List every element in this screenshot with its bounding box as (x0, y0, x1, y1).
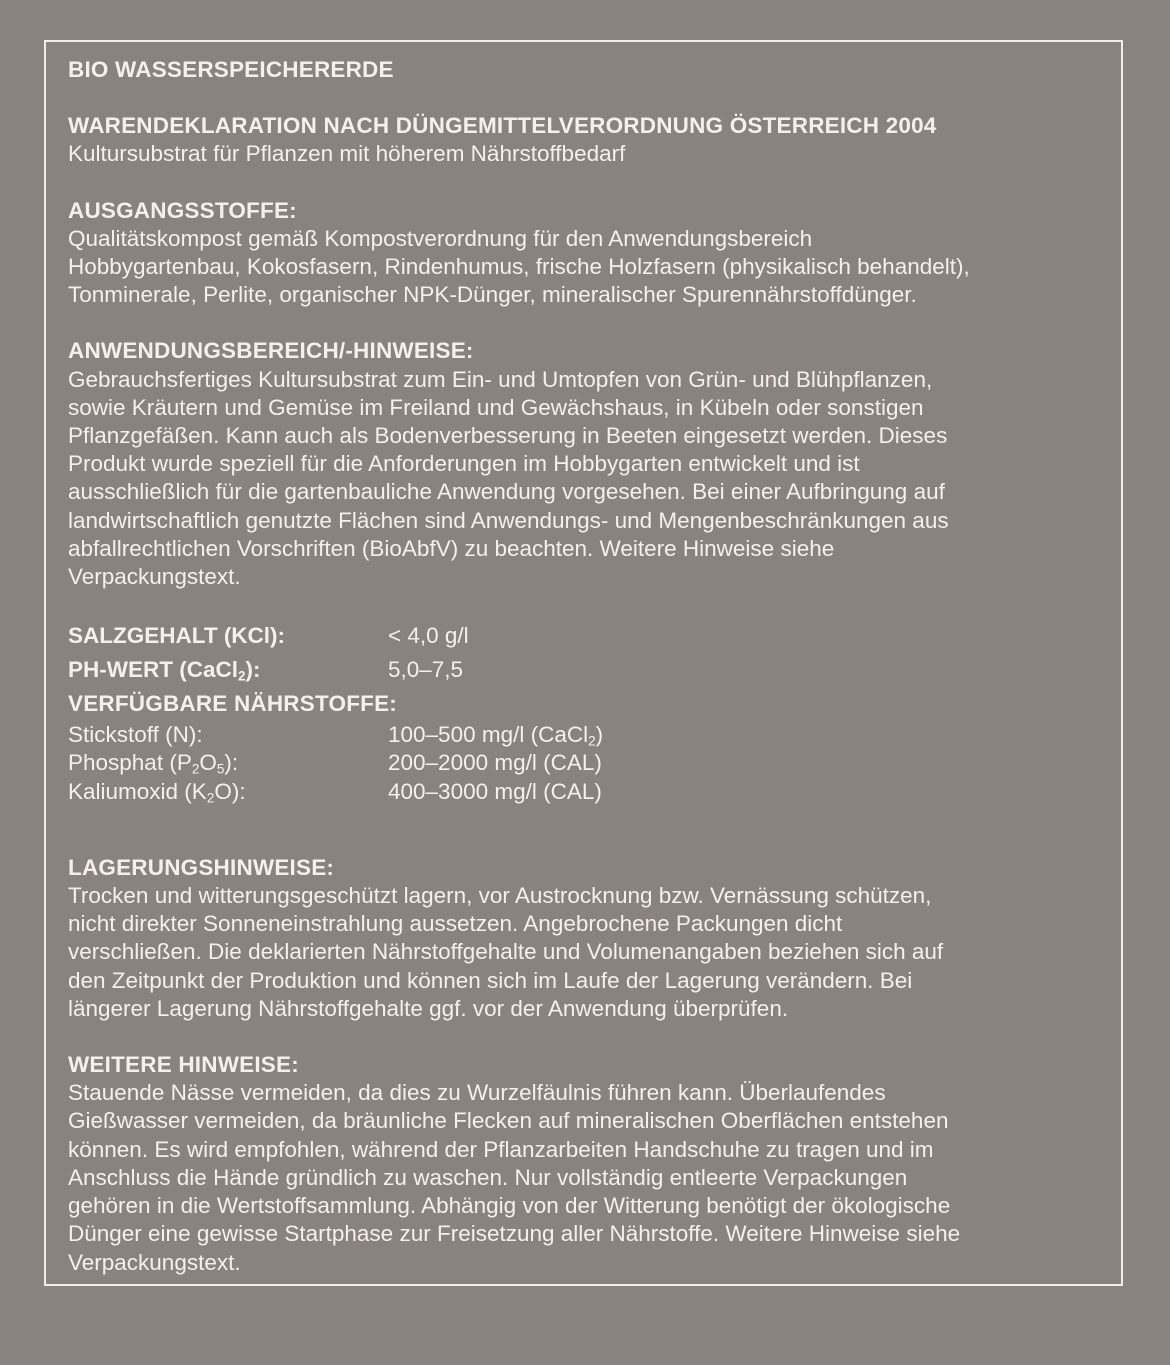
text-line: verschließen. Die deklarierten Nährstoffgehalte und Volumenangaben beziehen sich auf (68, 939, 944, 965)
values-section (68, 619, 1118, 806)
declaration-content (68, 56, 1118, 1277)
text-line: Anschluss die Hände gründlich zu waschen. Nur vollständig entleerte Verpackungen (68, 1164, 908, 1190)
declaration-section (68, 112, 1118, 168)
salzgehalt-value: < 4,0 g/l (388, 623, 469, 649)
declaration-heading: WARENDEKLARATION NACH DÜNGEMITTELVERORDNUNG ÖSTERREICH 2004 (68, 113, 937, 139)
ph-label: PH-WERT (CaCl$_2$): (68, 657, 261, 684)
title-section (68, 56, 1118, 84)
text-line: können. Es wird empfohlen, während der Pflanzarbeiten Handschuhe zu tragen und im (68, 1136, 934, 1162)
text-line: Gießwasser vermeiden, da bräunliche Flecken auf mineralischen Oberflächen entstehen (68, 1108, 949, 1134)
weitere-section (68, 1051, 1118, 1277)
anwendung-section (68, 337, 1118, 591)
kaliumoxid-label: Kaliumoxid $(K_2O)$: (68, 778, 246, 806)
text-line: den Zeitpunkt der Produktion und können sich im Laufe der Lagerung verändern. Bei (68, 967, 913, 993)
text-line: Hobbygartenbau, Kokosfasern, Rindenhumus, frische Holzfasern (physikalisch behandelt), (68, 254, 970, 280)
text-line: gehören in die Wertstoffsammlung. Abhängig von der Witterung benötigt der ökologische (68, 1193, 951, 1219)
salzgehalt-row (68, 619, 1118, 653)
salzgehalt-label: SALZGEHALT (KCl): (68, 623, 286, 649)
text-line: Gebrauchsfertiges Kultursubstrat zum Ein- und Umtopfen von Grün- und Blühpflanzen, (68, 366, 933, 392)
text-line: Stauende Nässe vermeiden, da dies zu Wurzelfäulnis führen kann. Überlaufendes (68, 1080, 886, 1106)
ausgangsstoffe-section (68, 197, 1118, 310)
text-line: längerer Lagerung Nährstoffgehalte ggf. vor der Anwendung überprüfen. (68, 995, 789, 1021)
text-line: ausschließlich für die gartenbauliche Anwendung vorgesehen. Bei einer Aufbringung auf (68, 479, 945, 505)
text-line: abfallrechtlichen Vorschriften (BioAbfV) zu beachten. Weitere Hinweise siehe (68, 535, 835, 561)
text-line: Trocken und witterungsgeschützt lagern, vor Austrocknung bzw. Vernässung schützen, (68, 883, 932, 909)
lagerung-heading: LAGERUNGSHINWEISE: (68, 854, 335, 880)
text-line: Verpackungstext. (68, 1249, 241, 1275)
text-line: Produkt wurde speziell für die Anforderungen im Hobbygarten entwickelt und ist (68, 451, 860, 477)
phosphat-value: 200–2000 mg/l (CAL) (388, 750, 602, 776)
text-line: nicht direkter Sonneneinstrahlung aussetzen. Angebrochene Packungen dicht (68, 911, 843, 937)
text-line: Pflanzgefäßen. Kann auch als Bodenverbesserung in Beeten eingesetzt werden. Dieses (68, 423, 948, 449)
text-line: Dünger eine gewisse Startphase zur Freisetzung aller Nährstoffe. Weitere Hinweise siehe (68, 1221, 961, 1247)
declaration-text: Kultursubstrat für Pflanzen mit höherem Nährstoffbedarf (68, 141, 626, 167)
kaliumoxid-row (68, 778, 1118, 806)
text-line: Tonminerale, Perlite, organischer NPK-Dünger, mineralischer Spurennährstoffdünger. (68, 282, 917, 308)
naehrstoffe-heading: VERFÜGBARE NÄHRSTOFFE: (68, 691, 397, 717)
text-line: Qualitätskompost gemäß Kompostverordnung für den Anwendungsbereich (68, 225, 813, 251)
weitere-heading: WEITERE HINWEISE: (68, 1052, 299, 1078)
product-title: BIO WASSERSPEICHERERDE (68, 57, 394, 82)
stickstoff-label: Stickstoff (N): (68, 722, 203, 748)
ausgangsstoffe-heading: AUSGANGSSTOFFE: (68, 197, 297, 223)
text-line: Verpackungstext. (68, 564, 241, 590)
phosphat-label: Phosphat $(P_2O_5)$: (68, 750, 239, 777)
ph-row (68, 653, 1118, 687)
text-line: landwirtschaftlich genutzte Flächen sind Anwendungs- und Mengenbeschränkungen aus (68, 507, 949, 533)
stickstoff-value: 100–500 mg/l (CaCl$_2$) (388, 722, 604, 749)
ph-value: 5,0–7,5 (388, 657, 464, 683)
anwendung-heading: ANWENDUNGSBEREICH/-HINWEISE: (68, 338, 474, 364)
lagerung-section (68, 854, 1118, 1023)
stickstoff-row (68, 721, 1118, 749)
text-line: sowie Kräutern und Gemüse im Freiland und Gewächshaus, in Kübeln oder sonstigen (68, 394, 924, 420)
phosphat-row (68, 749, 1118, 777)
kaliumoxid-value: 400–3000 mg/l (CAL) (388, 778, 602, 804)
